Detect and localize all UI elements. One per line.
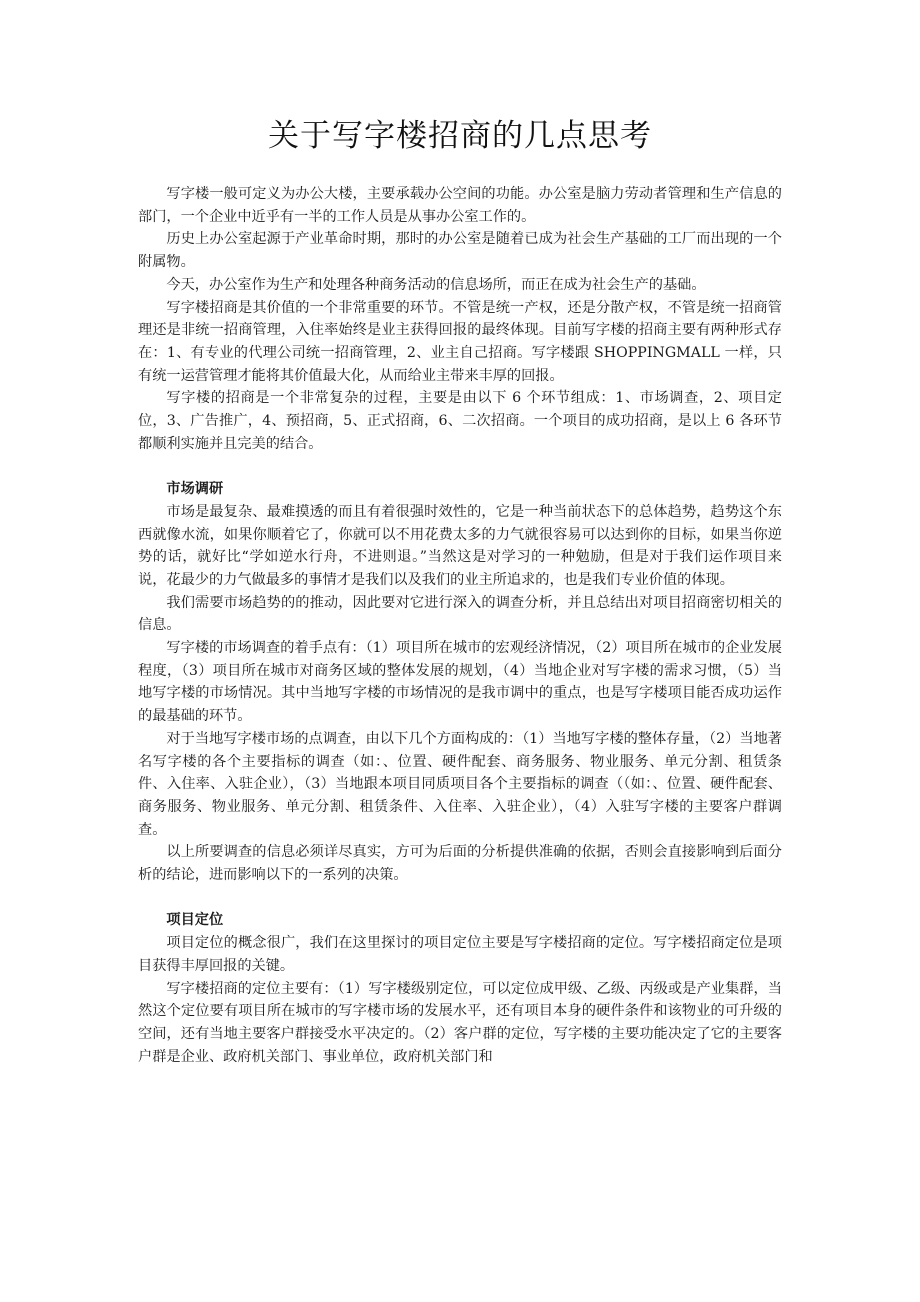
market-paragraph-1: 市场是最复杂、最难摸透的而且有着很强时效性的，它是一种当前状态下的总体趋势，趋势这个东西就像水流，如果你顺着它了，你就可以不用花费太多的力气就很容易可以达到你的目标，如果当你逆势的话，就好比“学如逆水行舟，不进则退。”当然这是对学习的一种勉励，但是对于我们运作项目来说，花最少的力气做最多的事情才是我们以及我们的业主所追求的，也是我们专业价值的体现。 bbox=[138, 503, 782, 588]
section-heading-positioning: 项目定位 bbox=[166, 912, 224, 929]
document-title: 关于写字楼招商的几点思考 bbox=[268, 118, 652, 154]
intro-paragraph-2: 历史上办公室起源于产业革命时期，那时的办公室是随着已成为社会生产基础的工厂而出现的一个附属物。 bbox=[138, 231, 782, 271]
document-page bbox=[138, 0, 782, 1302]
section-heading-market-research: 市场调研 bbox=[166, 481, 224, 498]
section-spacer bbox=[138, 887, 782, 910]
intro-paragraph-5: 写字楼的招商是一个非常复杂的过程，主要是由以下 6 个环节组成：1、市场调查，2、项目定位，3、广告推广，4、预招商，5、正式招商，6、二次招商。一个项目的成功招商，是以上 6 各环节都顺利实施并且完美的结合。 bbox=[138, 390, 782, 452]
market-paragraph-5: 以上所要调查的信息必须详尽真实，方可为后面的分析提供准确的依据，否则会直接影响到后面分析的结论，进而影响以下的一系列的决策。 bbox=[138, 844, 782, 884]
intro-paragraph-1: 写字楼一般可定义为办公大楼，主要承载办公空间的功能。办公室是脑力劳动者管理和生产信息的部门，一个企业中近乎有一半的工作人员是从事办公室工作的。 bbox=[138, 186, 782, 225]
section-spacer bbox=[138, 455, 782, 478]
document-body bbox=[138, 183, 782, 1068]
positioning-paragraph-1: 项目定位的概念很广，我们在这里探讨的项目定位主要是写字楼招商的定位。写字楼招商定位是项目获得丰厚回报的关键。 bbox=[138, 935, 782, 974]
market-paragraph-2: 我们需要市场趋势的的推动，因此要对它进行深入的调查分析，并且总结出对项目招商密切相关的信息。 bbox=[138, 594, 782, 634]
intro-paragraph-4: 写字楼招商是其价值的一个非常重要的环节。不管是统一产权，还是分散产权，不管是统一招商管理还是非统一招商管理，入住率始终是业主获得回报的最终体现。目前写字楼的招商主要有两种形式存在：1、有专业的代理公司统一招商管理，2、业主自己招商。写字楼跟 SHOPPINGMALL 一样，只有统一运营管理才能将其价值最大化，从而给业主带来丰厚的回报。 bbox=[138, 299, 782, 384]
market-paragraph-4: 对于当地写字楼市场的点调查，由以下几个方面构成的：（1）当地写字楼的整体存量，（2）当地著名写字楼的各个主要指标的调查（如：、位置、硬件配套、商务服务、物业服务、单元分割、租赁条件、入住率、入驻企业），（3）当地跟本项目同质项目各个主要指标的调查（（如：、位置、硬件配套、商务服务、物业服务、单元分割、租赁条件、入住率、入驻企业），（4）入驻写字楼的主要客户群调查。 bbox=[138, 730, 782, 838]
intro-paragraph-3: 今天，办公室作为生产和处理各种商务活动的信息场所，而正在成为社会生产的基础。 bbox=[166, 276, 706, 293]
positioning-paragraph-2: 写字楼招商的定位主要有：（1）写字楼级别定位，可以定位成甲级、乙级、丙级或是产业集群，当然这个定位要有项目所在城市的写字楼市场的发展水平，还有项目本身的硬件条件和该物业的可升级的空间，还有当地主要客户群接受水平决定的。（2）客户群的定位，写字楼的主要功能决定了它的主要客户群是企业、政府机关部门、事业单位，政府机关部门和 bbox=[138, 980, 782, 1065]
market-paragraph-3: 写字楼的市场调查的着手点有：（1）项目所在城市的宏观经济情况，（2）项目所在城市的企业发展程度，（3）项目所在城市对商务区域的整体发展的规划，（4）当地企业对写字楼的需求习惯，（5）当地写字楼的市场情况。其中当地写字楼的市场情况的是我市调中的重点，也是写字楼项目能否成功运作的最基础的环节。 bbox=[138, 640, 782, 725]
